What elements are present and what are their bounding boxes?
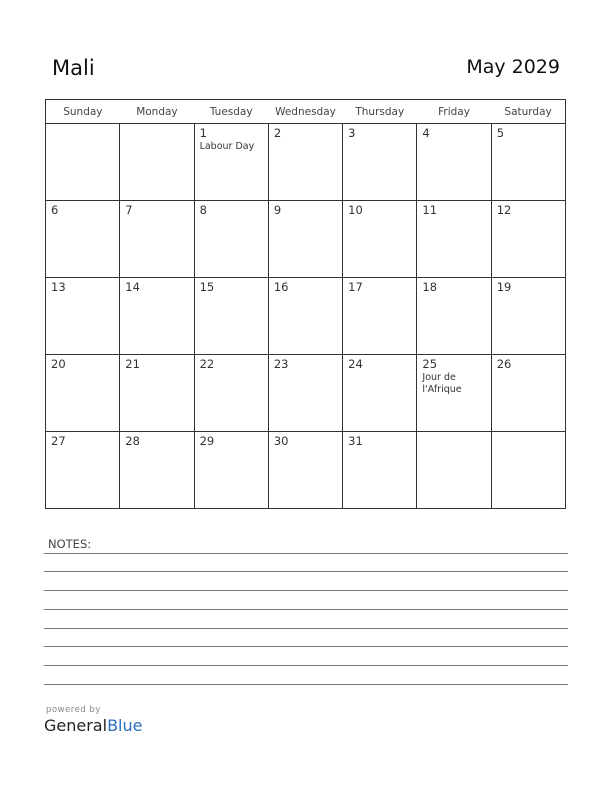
notes-line	[44, 665, 568, 666]
day-cell	[417, 355, 491, 432]
day-cell	[194, 124, 268, 201]
day-number: 16	[273, 280, 289, 294]
day-cell	[417, 124, 491, 201]
day-number: 2	[273, 126, 282, 140]
day-cell	[194, 201, 268, 278]
day-number: 28	[125, 434, 140, 448]
brand-name-general: General	[44, 716, 108, 735]
brand-name-blue: Blue	[107, 716, 143, 735]
brand-logo	[44, 716, 142, 735]
day-cell	[343, 201, 417, 278]
day-number: 27	[51, 434, 66, 448]
weekday-header-row	[46, 100, 566, 124]
day-cell	[194, 278, 268, 355]
weekday-friday: Friday	[417, 100, 491, 124]
day-number: 17	[348, 280, 363, 294]
week-row	[46, 432, 566, 509]
week-row	[46, 278, 566, 355]
day-number: 31	[348, 434, 363, 448]
day-cell	[194, 432, 268, 509]
day-cell	[491, 432, 565, 509]
day-number: 29	[199, 434, 215, 448]
day-number: 21	[125, 357, 140, 371]
day-cell	[268, 355, 342, 432]
country-title: Mali	[52, 56, 95, 80]
week-row	[46, 355, 566, 432]
day-cell	[417, 201, 491, 278]
day-cell	[120, 201, 194, 278]
notes-line	[44, 609, 568, 610]
day-number: 26	[496, 357, 512, 371]
weekday-thursday: Thursday	[343, 100, 417, 124]
notes-label: NOTES:	[48, 537, 92, 551]
day-cell	[120, 355, 194, 432]
day-number: 3	[348, 126, 356, 140]
notes-line	[44, 590, 568, 591]
day-cell	[491, 201, 565, 278]
day-cell	[268, 201, 342, 278]
notes-line	[44, 628, 568, 629]
day-cell	[268, 432, 342, 509]
day-cell	[120, 432, 194, 509]
day-cell	[343, 355, 417, 432]
holiday-label: Labour Day	[199, 141, 255, 152]
day-number: 4	[422, 126, 430, 140]
day-cell	[46, 355, 120, 432]
day-cell	[343, 432, 417, 509]
day-number: 14	[125, 280, 140, 294]
day-cell	[268, 278, 342, 355]
day-cell	[417, 432, 491, 509]
calendar-grid	[45, 99, 566, 509]
day-cell	[120, 278, 194, 355]
holiday-label: Jour de l'Afrique	[422, 372, 462, 395]
day-number: 15	[199, 280, 215, 294]
day-cell	[491, 124, 565, 201]
day-cell	[343, 124, 417, 201]
day-cell	[194, 355, 268, 432]
week-row	[46, 201, 566, 278]
weekday-saturday: Saturday	[491, 100, 565, 124]
day-number: 11	[422, 203, 438, 217]
day-number: 18	[422, 280, 438, 294]
day-number: 8	[199, 203, 207, 217]
day-number: 20	[51, 357, 66, 371]
day-number: 13	[51, 280, 66, 294]
day-cell	[343, 278, 417, 355]
day-cell	[268, 124, 342, 201]
day-number: 1	[199, 126, 207, 140]
notes-line	[44, 553, 568, 554]
week-row	[46, 124, 566, 201]
day-number: 23	[273, 357, 289, 371]
day-cell	[120, 124, 194, 201]
notes-line	[44, 571, 568, 572]
day-cell	[46, 278, 120, 355]
weekday-wednesday: Wednesday	[268, 100, 342, 124]
day-number: 24	[348, 357, 363, 371]
day-cell	[417, 278, 491, 355]
notes-line	[44, 684, 568, 685]
month-year-title: May 2029	[466, 56, 560, 78]
day-number: 7	[125, 203, 133, 217]
day-cell	[491, 355, 565, 432]
day-number: 5	[496, 126, 505, 140]
notes-line	[44, 646, 568, 647]
day-number: 10	[348, 203, 363, 217]
day-number: 19	[496, 280, 512, 294]
weekday-monday: Monday	[120, 100, 194, 124]
day-number: 22	[199, 357, 215, 371]
day-number: 6	[51, 203, 59, 217]
day-cell	[46, 201, 120, 278]
day-cell	[491, 278, 565, 355]
weekday-sunday: Sunday	[46, 100, 120, 124]
day-number: 9	[273, 203, 282, 217]
weekday-tuesday: Tuesday	[194, 100, 268, 124]
day-cell	[46, 124, 120, 201]
day-number: 12	[496, 203, 512, 217]
day-number: 30	[273, 434, 289, 448]
day-number: 25	[422, 357, 438, 371]
day-cell	[46, 432, 120, 509]
powered-by-text: powered by	[46, 705, 101, 715]
